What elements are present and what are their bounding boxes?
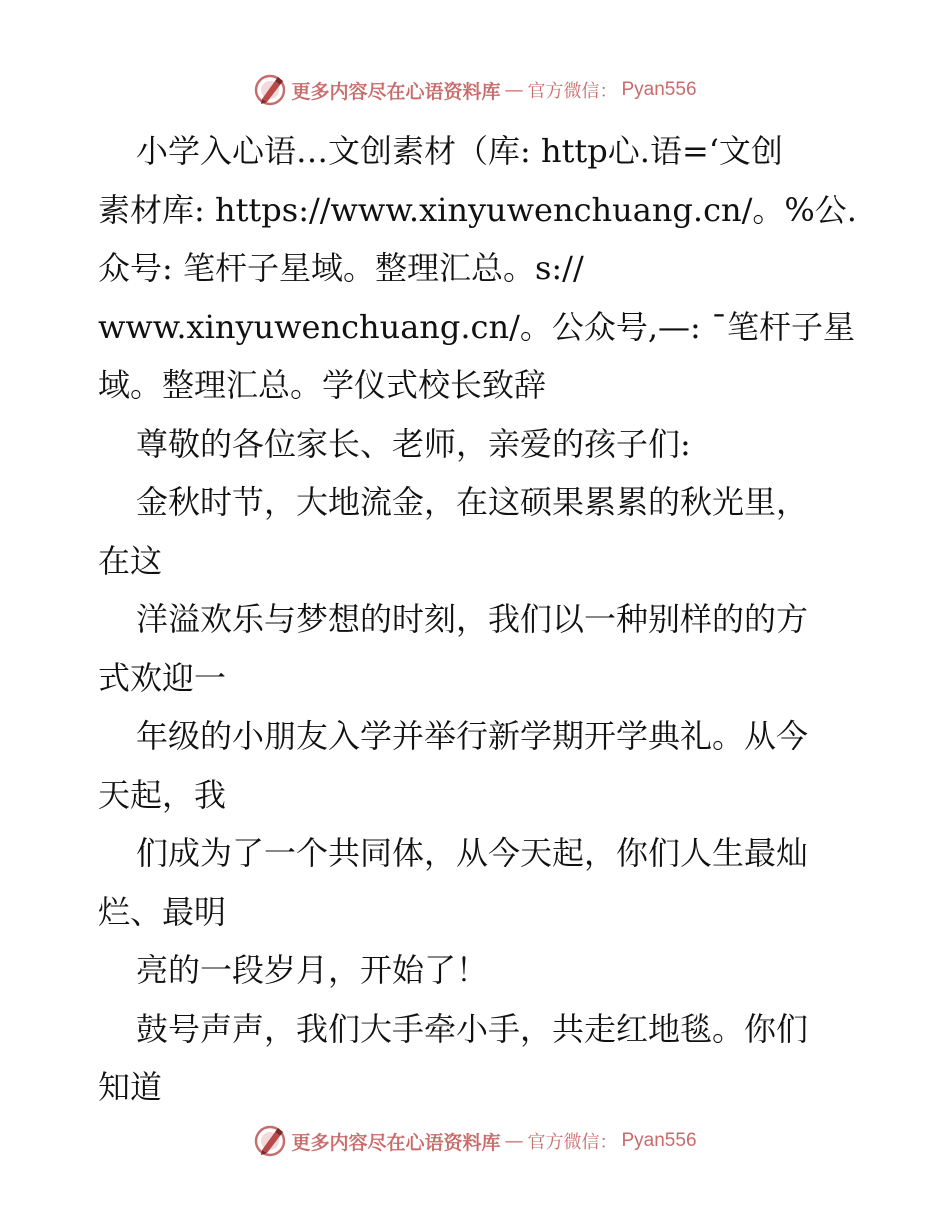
footer-banner xyxy=(0,1121,950,1161)
text-line: 在这 xyxy=(98,541,163,580)
text-line: 洋溢欢乐与梦想的时刻，我们以一种别样的的方 xyxy=(136,600,809,638)
banner-main-text: 更多内容尽在心语资料库 xyxy=(291,1131,501,1154)
text-line: www.xinyuwenchuang.cn/。公众号,—: ¯笔杆子星 xyxy=(98,307,855,346)
banner-wechat-label: 官方微信： xyxy=(527,1132,618,1153)
text-line: 烂、最明 xyxy=(98,892,227,931)
text-line: 年级的小朋友入学并举行新学期开学典礼。从今 xyxy=(136,717,809,755)
document-body xyxy=(98,122,858,1117)
pen-logo-icon xyxy=(253,73,287,107)
banner-wechat-label: 官方微信： xyxy=(527,81,618,102)
banner-wechat-id: Pyan556 xyxy=(621,79,697,100)
banner-dash: — xyxy=(504,79,524,101)
text-line: 们成为了一个共同体，从今天起，你们人生最灿 xyxy=(136,834,809,872)
text-line: 素材库: https://www.xinyuwenchuang.cn/。%公. xyxy=(98,190,857,229)
text-line: 小学入心语…文创素材（库: http心.语=‘文创 xyxy=(136,132,783,170)
banner-dash: — xyxy=(504,1130,524,1152)
text-line: 尊敬的各位家长、老师，亲爱的孩子们: xyxy=(136,424,691,463)
text-line: 鼓号声声，我们大手牵小手，共走红地毯。你们 xyxy=(136,1009,809,1048)
text-line: 众号: 笔杆子星域。整理汇总。s:// xyxy=(98,249,584,287)
banner-main-text: 更多内容尽在心语资料库 xyxy=(291,80,501,103)
text-line: 域。整理汇总。学仪式校长致辞 xyxy=(98,366,547,404)
header-banner xyxy=(0,70,950,110)
text-line: 式欢迎一 xyxy=(98,658,227,697)
banner-wechat-id: Pyan556 xyxy=(621,1130,697,1151)
text-line: 知道 xyxy=(98,1068,163,1106)
text-line: 亮的一段岁月，开始了！ xyxy=(136,951,489,989)
text-line: 天起，我 xyxy=(98,775,227,814)
pen-logo-icon xyxy=(253,1124,287,1158)
text-line: 金秋时节，大地流金，在这硕果累累的秋光里， xyxy=(136,483,809,521)
